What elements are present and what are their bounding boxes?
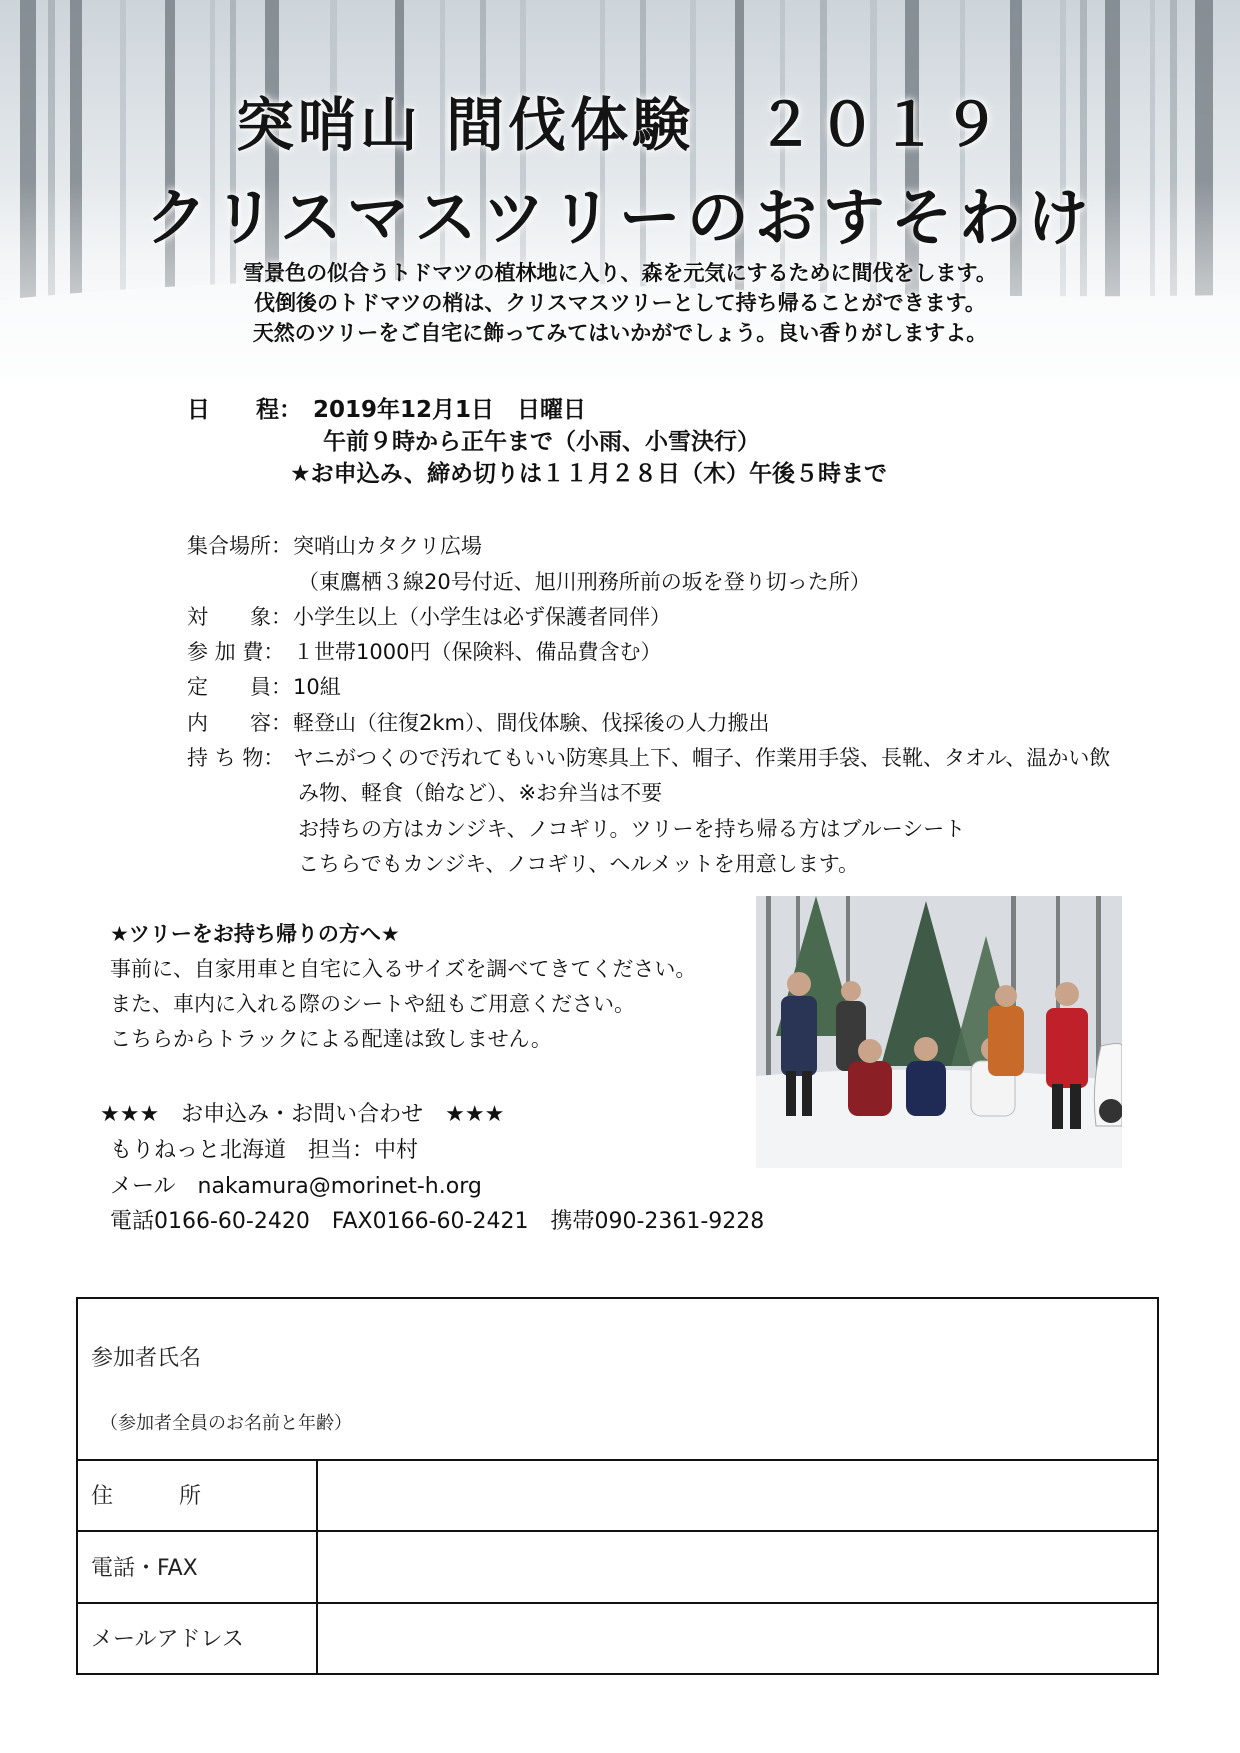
intro-line: 伐倒後のトドマツの梢は、クリスマスツリーとして持ち帰ることができます。 <box>254 291 986 315</box>
address-label: 住 所 <box>91 1484 202 1509</box>
tree-note-line: 事前に、自家用車と自宅に入るサイズを調べてきてください。 <box>110 957 697 981</box>
schedule-date: 2019年12月1日 日曜日 <box>313 397 587 423</box>
intro-line: 天然のツリーをご自宅に飾ってみてはいかがでしょう。良い香りがしますよ。 <box>252 321 988 345</box>
items-line: ヤニがつくので汚れてもいい防寒具上下、帽子、作業用手袋、長靴、タオル、温かい飲 <box>293 746 1111 770</box>
items-line: こちらでもカンジキ、ノコギリ、ヘルメットを用意します。 <box>298 852 860 876</box>
target-value: 小学生以上（小学生は必ず保護者同伴） <box>293 605 671 629</box>
capacity-value: 10組 <box>293 675 341 699</box>
intro-line: 雪景色の似合うトドマツの植林地に入り、森を元気にするために間伐をします。 <box>243 261 997 285</box>
items-line: み物、軽食（飴など）、※お弁当は不要 <box>298 781 663 805</box>
header-banner <box>0 0 1240 380</box>
place-value: 突哨山カタクリ広場 <box>293 534 482 558</box>
event-title: 突哨山 間伐体験 ２０１９ <box>235 91 1005 159</box>
tree-note-line: こちらからトラックによる配達は致しません。 <box>110 1027 552 1051</box>
schedule-deadline: ★お申込み、締め切りは１１月２８日（木）午後５時まで <box>290 461 887 487</box>
tree-note-heading: ★ツリーをお持ち帰りの方へ★ <box>110 922 400 946</box>
content-value: 軽登山（往復2km）、間伐体験、伐採後の人力搬出 <box>293 711 770 735</box>
form-divider <box>78 1530 1157 1532</box>
capacity-label: 定 員： <box>187 675 292 699</box>
contact-email: メール nakamura@morinet-h.org <box>110 1174 482 1199</box>
contact-heading: ★★★ お申込み・お問い合わせ ★★★ <box>100 1102 505 1127</box>
group-photo <box>756 896 1122 1168</box>
fee-label: 参 加 費： <box>187 640 285 664</box>
group-photo-illustration <box>756 896 1122 1168</box>
tree-note-line: また、車内に入れる際のシートや紐もご用意ください。 <box>110 992 635 1016</box>
items-label: 持 ち 物： <box>187 746 285 770</box>
application-form <box>76 1297 1159 1675</box>
contact-org: もりねっと北海道 担当：中村 <box>110 1138 419 1163</box>
participant-name-note: （参加者全員のお名前と年齢） <box>100 1413 352 1434</box>
content-label: 内 容： <box>187 711 292 735</box>
phone-fax-label: 電話・FAX <box>91 1556 198 1581</box>
schedule-label: 日 程： <box>187 397 302 423</box>
form-divider <box>78 1602 1157 1604</box>
schedule-time: 午前９時から正午まで（小雨、小雪決行） <box>323 429 760 455</box>
target-label: 対 象： <box>187 605 292 629</box>
place-note: （東鷹栖３線20号付近、旭川刑務所前の坂を登り切った所） <box>298 570 871 594</box>
place-label: 集合場所： <box>187 534 292 558</box>
event-intro <box>0 258 1240 348</box>
items-line: お持ちの方はカンジキ、ノコギリ。ツリーを持ち帰る方はブルーシート <box>298 817 966 841</box>
email-address-label: メールアドレス <box>91 1627 244 1652</box>
fee-value: １世帯1000円（保険料、備品費含む） <box>293 640 662 664</box>
event-subtitle: クリスマスツリーのおすそわけ <box>145 181 1095 254</box>
form-column-divider <box>316 1459 318 1675</box>
participant-name-label: 参加者氏名 <box>91 1346 202 1371</box>
form-divider <box>78 1459 1157 1461</box>
contact-phone: 電話0166-60-2420 FAX0166-60-2421 携帯090-2361-9228 <box>110 1209 765 1234</box>
